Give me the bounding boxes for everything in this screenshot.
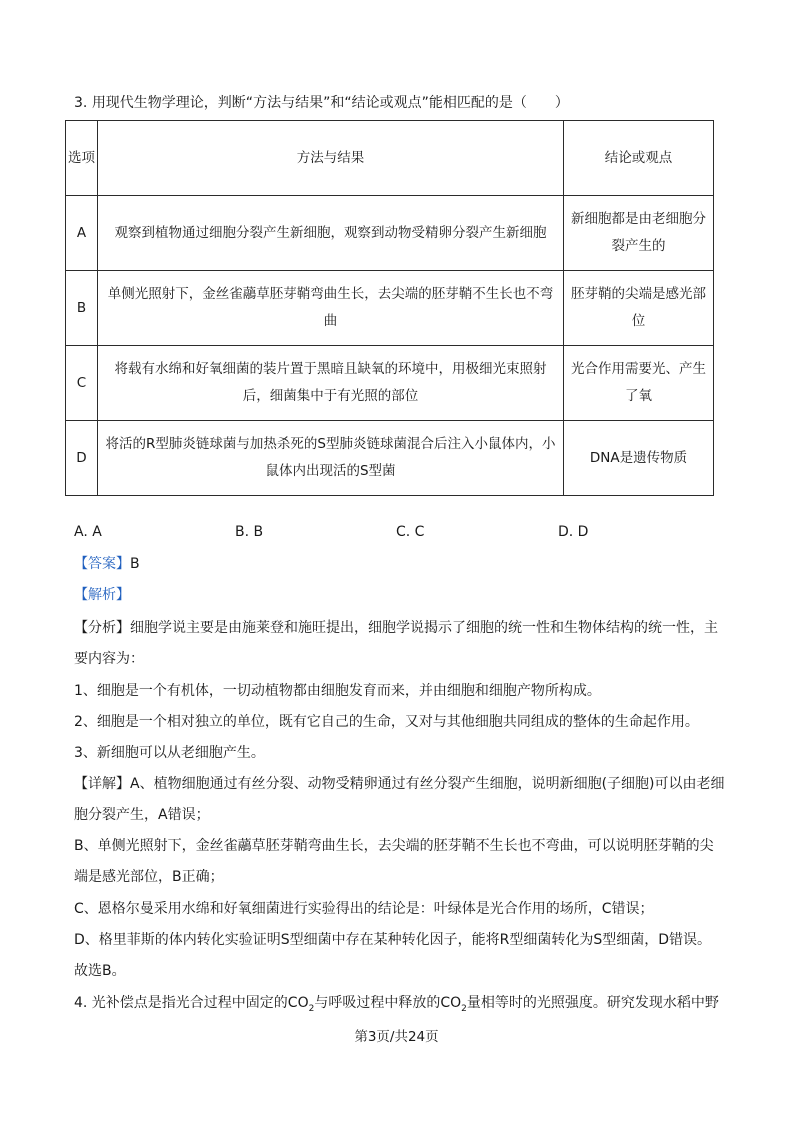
row-conclusion: 胚芽鞘的尖端是感光部位 — [564, 271, 714, 346]
row-option: D — [66, 421, 98, 496]
q4-sub1: 2 — [308, 1003, 315, 1014]
detail-c: C、恩格尔曼采用水绵和好氧细菌进行实验得出的结论是：叶绿体是光合作用的场所，C错误； — [74, 901, 654, 917]
point-1: 1、细胞是一个有机体，一切动植物都由细胞发育而来，并由细胞和细胞产物所构成。 — [74, 683, 601, 699]
options-table — [65, 120, 714, 496]
row-method: 将载有水绵和好氧细菌的装片置于黑暗且缺氧的环境中，用极细光束照射后，细菌集中于有光照的部位 — [98, 346, 564, 421]
choice-b: B. B — [235, 524, 264, 540]
q4-part3: 量相等时的光照强度。研究发现水稻中野 — [466, 995, 719, 1011]
q4-part2: 与呼吸过程中释放的CO — [314, 995, 462, 1011]
table-row — [66, 421, 714, 496]
detail-b: B、单侧光照射下，金丝雀虉草胚芽鞘弯曲生长，去尖端的胚芽鞘不生长也不弯曲，可以说明胚芽鞘的尖端是感光部位，B正确； — [74, 838, 714, 885]
row-method: 单侧光照射下，金丝雀虉草胚芽鞘弯曲生长，去尖端的胚芽鞘不生长也不弯曲 — [98, 271, 564, 346]
conclusion: 故选B。 — [74, 963, 126, 979]
row-method: 观察到植物通过细胞分裂产生新细胞，观察到动物受精卵分裂产生新细胞 — [98, 196, 564, 271]
row-conclusion: DNA是遗传物质 — [564, 421, 714, 496]
row-option: B — [66, 271, 98, 346]
header-option: 选项 — [66, 121, 98, 196]
choice-c: C. C — [396, 524, 425, 540]
question-4 — [74, 988, 726, 1019]
row-conclusion: 新细胞都是由老细胞分裂产生的 — [564, 196, 714, 271]
point-2: 2、细胞是一个相对独立的单位，既有它自己的生命，又对与其他细胞共同组成的整体的生命起作用。 — [74, 714, 699, 730]
row-conclusion: 光合作用需要光、产生了氧 — [564, 346, 714, 421]
table-row — [66, 196, 714, 271]
detail-a-text: A、植物细胞通过有丝分裂、动物受精卵通过有丝分裂产生细胞，说明新细胞(子细胞)可以由老细胞分裂产生，A错误； — [74, 776, 725, 823]
detail-tag: 【详解】 — [74, 776, 130, 792]
question-text: 用现代生物学理论，判断“方法与结果”和“结论或观点”能相匹配的是（ ） — [91, 95, 569, 111]
q4-part1: 4. 光补偿点是指光合过程中固定的CO — [74, 995, 309, 1011]
point-3: 3、新细胞可以从老细胞产生。 — [74, 745, 265, 761]
row-option: C — [66, 346, 98, 421]
q4-sub2: 2 — [461, 1003, 467, 1014]
header-conclusion: 结论或观点 — [564, 121, 714, 196]
answer-line — [74, 549, 726, 580]
answer-choices — [74, 523, 724, 541]
choice-a: A. A — [74, 524, 102, 540]
question-3 — [74, 94, 569, 112]
answer-tag: 【答案】 — [74, 556, 130, 572]
detail-a — [74, 769, 726, 831]
analysis-heading — [74, 580, 726, 611]
question-number: 3. — [74, 95, 88, 111]
table-header-row — [66, 121, 714, 196]
analysis-fenxi — [74, 613, 726, 675]
table-row — [66, 271, 714, 346]
row-option: A — [66, 196, 98, 271]
page-footer: 第3页/共24页 — [354, 1029, 439, 1045]
header-method: 方法与结果 — [98, 121, 564, 196]
table-row — [66, 346, 714, 421]
fenxi-tag: 【分析】 — [74, 620, 130, 636]
detail-d: D、格里菲斯的体内转化实验证明S型细菌中存在某种转化因子，能将R型细菌转化为S型细菌，D错误。 — [74, 932, 712, 948]
analysis-tag: 【解析】 — [74, 587, 130, 603]
choice-d: D. D — [558, 524, 589, 540]
answer-value: B — [130, 556, 140, 572]
fenxi-text: 细胞学说主要是由施莱登和施旺提出，细胞学说揭示了细胞的统一性和生物体结构的统一性，主要内容为： — [74, 620, 718, 667]
row-method: 将活的R型肺炎链球菌与加热杀死的S型肺炎链球菌混合后注入小鼠体内，小鼠体内出现活的S型菌 — [98, 421, 564, 496]
